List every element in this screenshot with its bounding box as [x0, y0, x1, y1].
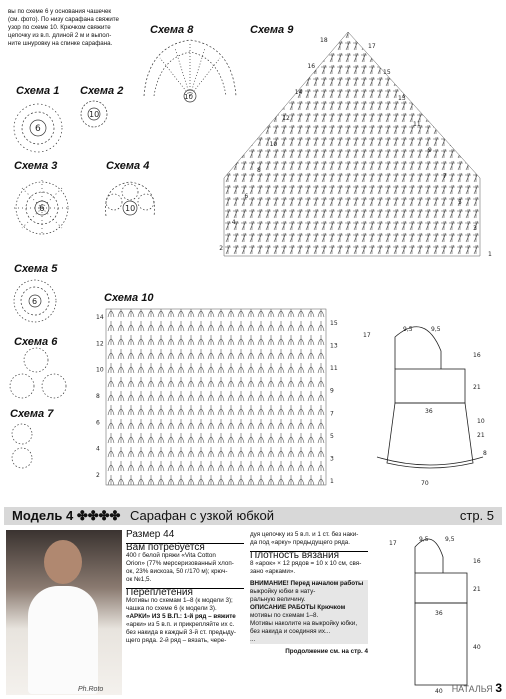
row-number-right: 5 [458, 199, 462, 206]
model-header-bar [4, 507, 502, 525]
size-heading: Размер 44 [126, 529, 175, 540]
row-number-right: 3 [473, 225, 477, 232]
scheme-8-label: Схема 8 [150, 24, 194, 36]
row-number-left: 2 [96, 472, 100, 479]
scheme-9-chart [200, 28, 500, 268]
stitches-heading: Переплетения [126, 588, 244, 597]
pattern2-label-17: 17 [389, 540, 397, 547]
row-number-left: 12 [96, 340, 104, 348]
motif-5-number: 6 [32, 297, 38, 306]
row-number-left: 2 [219, 245, 224, 252]
row-number-left: 8 [96, 393, 100, 400]
scheme-1-label: Схема 1 [16, 85, 60, 97]
pattern1-label-21b: 21 [477, 432, 485, 439]
row-number-left: 18 [320, 37, 328, 44]
gauge-heading: Плотность вязания [250, 551, 368, 560]
scheme-3-label: Схема 3 [14, 160, 58, 172]
model-page-ref: стр. 5 [459, 508, 494, 523]
scheme-4-label: Схема 4 [106, 160, 150, 172]
pattern1-label-70: 70 [421, 480, 429, 487]
row-number-left: 14 [294, 89, 303, 96]
pattern2-label-40: 40 [473, 644, 481, 651]
text-column-2: дуя цепочку из 5 в.п. и 1 ст. без наки- да под «арку» предыдущего ряда. Плотность вязания 8 «арок» × 12 рядов = 10 х 10 см, свя- зано «арками». ВНИМАНИЕ! Перед началом работы выкройку юбки в нату- ральную величину. ОПИСАНИЕ РАБОТЫ Крючком мотивы по схемам 1–8. Мотивы наколите на выкройку юбки, без накида и соединяя их... ... Продолжение см. на стр. 4 [250, 531, 368, 655]
motif-4-number: 10 [125, 204, 136, 213]
row-number-right: 11 [413, 121, 421, 128]
motif-2-number: 10 [89, 110, 100, 119]
continue-note: Продолжение см. на стр. 4 [285, 648, 368, 655]
row-number-right: 1 [488, 251, 492, 258]
pattern1-label-16: 16 [473, 352, 481, 359]
magazine-name: НАТАЛЬЯ [451, 684, 493, 694]
motif-3-number: 6 [39, 204, 45, 214]
row-number-right: 15 [383, 69, 391, 76]
model-number: Модель 4 ✤✤✤✤ [12, 508, 121, 523]
scheme-2-label: Схема 2 [80, 85, 124, 97]
pattern1-label-8: 8 [483, 450, 487, 457]
pattern2-label-16: 16 [473, 558, 481, 565]
pattern1-label-21: 21 [473, 384, 481, 391]
scheme-5-label: Схема 5 [14, 263, 58, 275]
scheme-1-motif [10, 98, 70, 158]
pattern1-label-10: 10 [477, 418, 485, 425]
row-number-left: 4 [231, 219, 236, 226]
row-number-left: 12 [282, 115, 290, 122]
pattern2-label-36: 36 [435, 610, 443, 617]
row-number-left: 14 [96, 314, 104, 321]
model-title: Сарафан с узкой юбкой [130, 508, 274, 523]
row-number-right: 7 [330, 410, 334, 418]
pattern1-label-95a: 9,5 [403, 326, 413, 333]
pattern1-label-95b: 9,5 [431, 326, 441, 333]
sundress-pattern-2 [385, 535, 485, 695]
model-photo [6, 530, 122, 695]
row-number-left: 10 [96, 366, 104, 374]
pattern2-label-95b: 9,5 [445, 536, 455, 543]
scheme-4-motif [100, 172, 160, 228]
row-number-left: 10 [269, 141, 278, 148]
photo-figure-head [44, 540, 82, 584]
pattern1-label-36: 36 [425, 408, 433, 415]
photo-caption: Ph.Roto [78, 686, 104, 693]
scheme-6-motif [8, 346, 88, 406]
row-number-right: 9 [428, 147, 432, 154]
row-number-right: 3 [330, 455, 334, 463]
text-column-1: Размер 44 Вам потребуется 400 г белой пряжи «Vita Cotton Orion» (77% мерсеризованный хлоп- ок, 23% вискоза, 50 г/170 м); крюч- ок №1,5. Переплетения Мотивы по схемам 1–8 (к модели 3); чашка по схеме 6 (к модели 3). «АРКИ» ИЗ 5 В.П.: 1-й ряд – вяжите «арки» из 5 в.п. и прикрепляйте их с. без накида в каждый 3-й ст. предыду- щего ряда. 2-й ряд – вязать, чере- [126, 531, 244, 645]
row-number-right: 5 [330, 432, 334, 440]
motif-1-number: 6 [35, 124, 41, 134]
page-footer [452, 681, 502, 695]
pattern2-label-21: 21 [473, 586, 481, 593]
scheme-9-label: Схема 9 [250, 24, 294, 36]
scheme-7-label: Схема 7 [10, 408, 54, 420]
row-number-left: 4 [96, 445, 100, 453]
difficulty-stars: ✤✤✤✤ [76, 508, 121, 523]
row-number-right: 1 [330, 478, 334, 485]
row-number-right: 17 [368, 43, 376, 50]
scheme-2-motif [78, 98, 112, 132]
attention-box: ВНИМАНИЕ! Перед началом работы выкройку юбки в нату- ральную величину. ОПИСАНИЕ РАБОТЫ Крючком мотивы по схемам 1–8. Мотивы наколите на выкройку юбки, без накида и соединяя их... ... [250, 580, 368, 644]
row-number-right: 13 [330, 342, 338, 350]
row-number-left: 16 [307, 63, 316, 70]
scheme-5-motif [10, 276, 60, 326]
materials-heading: Вам потребуется [126, 543, 244, 552]
pattern2-label-40b: 40 [435, 688, 443, 695]
row-number-right: 11 [330, 365, 338, 373]
scheme-7-motif [8, 420, 58, 470]
scheme-10-label: Схема 10 [104, 292, 154, 304]
row-number-right: 7 [443, 173, 447, 180]
row-number-right: 9 [330, 387, 334, 395]
scheme-10-chart [96, 305, 336, 490]
row-number-left: 6 [244, 193, 249, 200]
pattern2-label-95a: 9,5 [419, 536, 429, 543]
row-number-left: 8 [257, 167, 261, 174]
row-number-left: 6 [96, 419, 100, 427]
scheme-6-label: Схема 6 [14, 336, 58, 348]
row-number-right: 13 [398, 95, 406, 102]
photo-figure-dress [28, 586, 98, 694]
pattern1-label-17: 17 [363, 332, 371, 339]
scheme-3-motif [8, 172, 80, 244]
motif-8-number: 10 [184, 93, 193, 101]
page-number: 3 [495, 681, 502, 695]
row-number-right: 15 [330, 320, 338, 327]
intro-text: вы по схеме 6 у основания чашечек (см. фото). По низу сарафана свяжите узор по схеме 10. Крючком свяжите цепочку из в.п. длиной 2 м и выпол- ните шнуровку на спинке сарафана. [8, 8, 119, 47]
sundress-pattern-1 [355, 325, 495, 495]
